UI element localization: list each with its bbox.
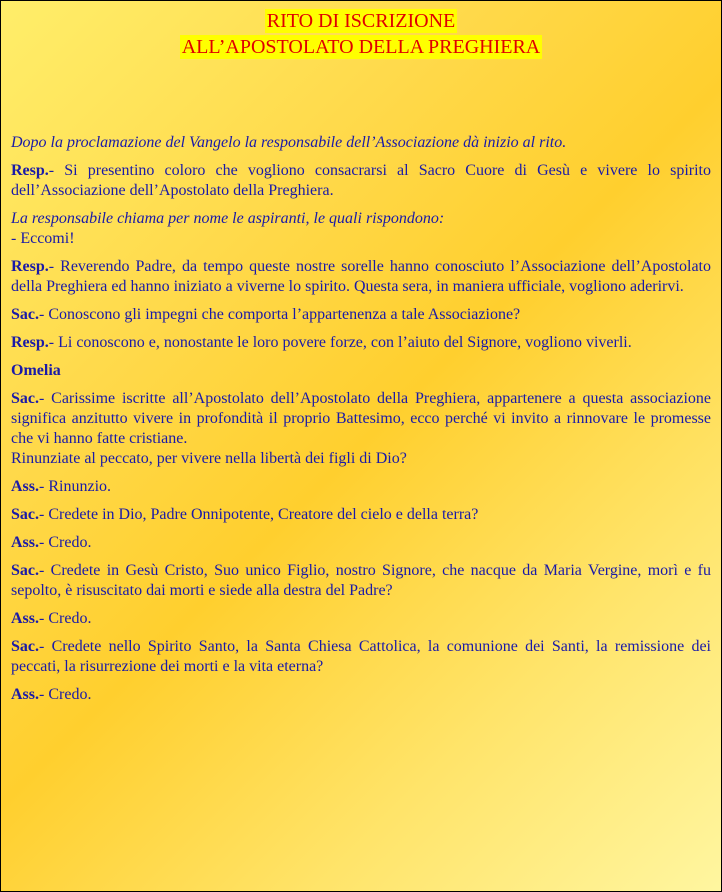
response-text: - Eccomi!: [11, 230, 75, 247]
paragraph: [11, 685, 711, 705]
title-block: [11, 9, 711, 61]
paragraph-text: - Rinunzio.: [39, 478, 112, 495]
speaker-label: Sac.: [11, 306, 39, 323]
paragraph-text: - Credete nello Spirito Santo, la Santa Chiesa Cattolica, la comunione dei Santi, la remissione dei peccati, la risurrezione dei morti e la vita eterna?: [11, 638, 711, 675]
title-line-1: RITO DI ISCRIZIONE: [266, 10, 456, 32]
speaker-label: Sac.: [11, 562, 39, 579]
paragraph: [11, 161, 711, 201]
title-line-2: ALL’APOSTOLATO DELLA PREGHIERA: [181, 36, 541, 58]
paragraph-text: - Si presentino coloro che vogliono consacrarsi al Sacro Cuore di Gesù e vivere lo spirito dell’Associazione dell’Apostolato della Preghiera.: [11, 162, 711, 199]
speaker-label: Sac.: [11, 506, 39, 523]
speaker-label: Ass.: [11, 686, 40, 703]
paragraph-text: - Li conoscono e, nonostante le loro povere forze, con l’aiuto del Signore, vogliono viverli.: [48, 334, 632, 351]
paragraph: [11, 333, 711, 353]
rubric-text: La responsabile chiama per nome le aspiranti, le quali rispondono:: [11, 210, 445, 227]
paragraph-text: - Carissime iscritte all’Apostolato dell’Apostolato della Preghiera, appartenere a questa associazione significa anzitutto vivere in profondità il proprio Battesimo, ecco perché vi invito a rinnovare le promesse che vi hanno fatte cristiane.: [11, 390, 711, 447]
paragraph: [11, 609, 711, 629]
speaker-label: Resp.: [11, 162, 49, 179]
speaker-label: Ass.: [11, 534, 40, 551]
paragraph-text: - Credete in Gesù Cristo, Suo unico Figlio, nostro Signore, che nacque da Maria Vergine, morì e fu sepolto, è risuscitato dai morti e siede alla destra del Padre?: [11, 562, 711, 599]
paragraph: [11, 505, 711, 525]
paragraph-text: - Credo.: [39, 534, 92, 551]
omelia-heading: Omelia: [11, 362, 61, 379]
paragraph-text: - Conoscono gli impegni che comporta l’appartenenza a tale Associazione?: [39, 306, 521, 323]
speaker-label: Resp.: [11, 258, 49, 275]
paragraph: [11, 257, 711, 297]
speaker-label: Sac.: [11, 638, 39, 655]
paragraph: [11, 389, 711, 469]
paragraph-text: - Credo.: [39, 610, 92, 627]
paragraph: [11, 561, 711, 601]
paragraph-text: - Credete in Dio, Padre Onnipotente, Creatore del cielo e della terra?: [39, 506, 479, 523]
paragraph-text: - Credo.: [39, 686, 92, 703]
speaker-label: Ass.: [11, 610, 40, 627]
paragraph: [11, 305, 711, 325]
spacer: [11, 61, 711, 133]
speaker-label: Sac.: [11, 390, 39, 407]
paragraph-text: Rinunziate al peccato, per vivere nella libertà dei figli di Dio?: [11, 450, 407, 467]
paragraph: [11, 533, 711, 553]
intro-rubric: Dopo la proclamazione del Vangelo la responsabile dell’Associazione dà inizio al rito.: [11, 134, 567, 151]
paragraph: [11, 637, 711, 677]
speaker-label: Ass.: [11, 478, 40, 495]
paragraph-text: - Reverendo Padre, da tempo queste nostre sorelle hanno conosciuto l’Associazione dell’Apostolato della Preghiera ed hanno iniziato a viverne lo spirito. Questa sera, in maniera ufficiale, vogliono aderirvi.: [11, 258, 711, 295]
paragraph: [11, 209, 711, 249]
speaker-label: Resp.: [11, 334, 49, 351]
paragraph: [11, 477, 711, 497]
